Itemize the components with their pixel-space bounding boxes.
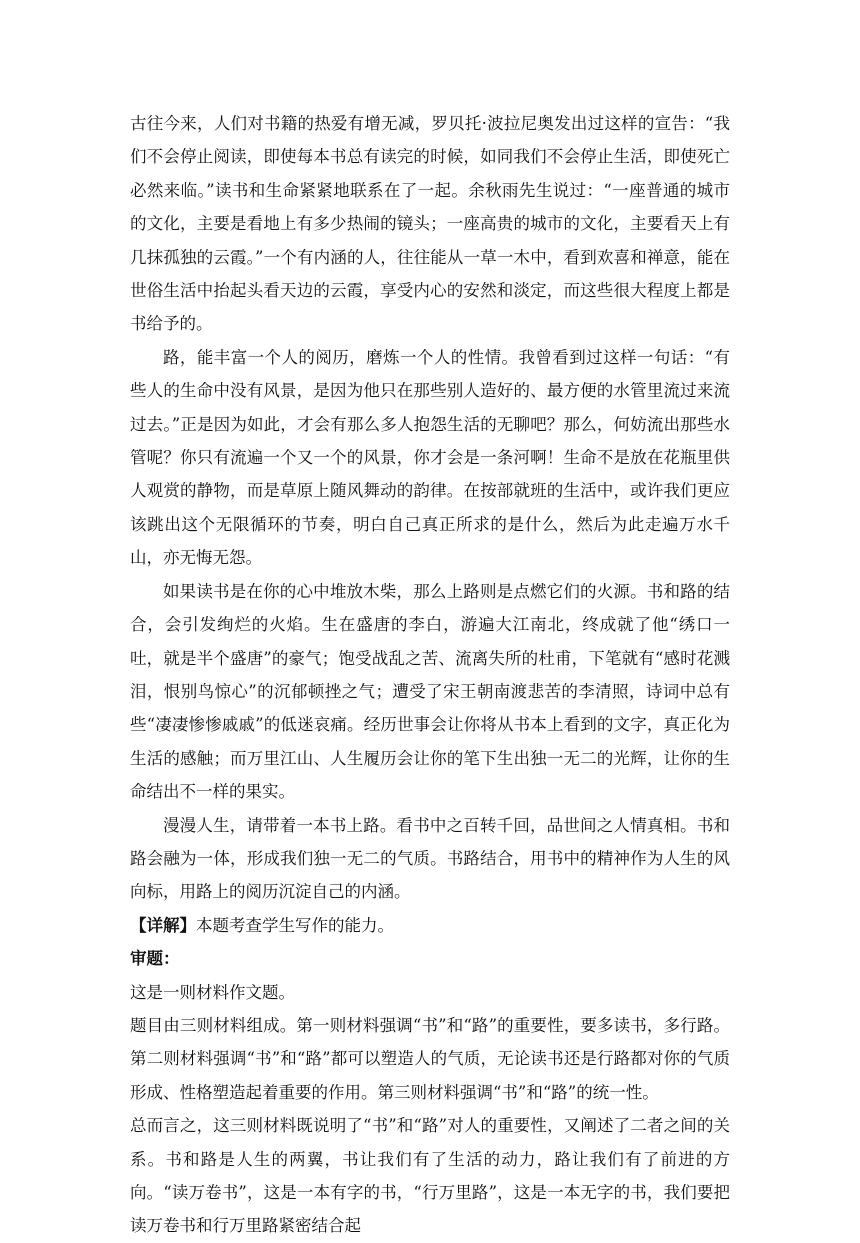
essay-paragraph-1: 古往今来，人们对书籍的热爱有增无减，罗贝托·波拉尼奥发出过这样的宣告：“我们不会停止阅读，即使每本书总有读完的时候，如同我们不会停止生活，即使死亡必然来临。”读书和生命紧紧地联系在了一起。余秋雨先生说过：“一座普通的城市的文化，主要是看地上有多少热闹的镜头；一座高贵的城市的文化，主要看天上有几抹孤独的云霞。”一个有内涵的人，往往能从一草一木中，看到欢喜和禅意，能在世俗生活中抬起头看天边的云霞，享受内心的安然和淡定，而这些很大程度上都是书给予的。 [130, 114, 730, 334]
analysis-paragraph-3: 总而言之，这三则材料既说明了“书”和“路”对人的重要性，又阐述了二者之间的关系。书和路是人生的两翼，书让我们有了生活的动力，路让我们有了前进的方向。“读万卷书”，这是一本有字的书，“行万里路”，这是一本无字的书，我们要把读万卷书和行万里路紧密结合起 [130, 1116, 730, 1236]
essay-paragraph-4: 漫漫人生，请带着一本书上路。看书中之百转千回，品世间之人情真相。书和路会融为一体，形成我们独一无二的气质。书路结合，用书中的精神作为人生的风向标，用路上的阅历沉淀自己的内涵。 [130, 815, 730, 902]
document-body [130, 107, 730, 1243]
analysis-paragraph-1: 这是一则材料作文题。 [130, 982, 295, 1002]
detail-text: 本题考查学生写作的能力。 [196, 915, 394, 935]
section-heading-review: 审题： [130, 949, 180, 969]
detail-label: 【详解】 [130, 915, 196, 935]
analysis-paragraph-2: 题目由三则材料组成。第一则材料强调“书”和“路”的重要性，要多读书，多行路。第二则材料强调“书”和“路”都可以塑造人的气质，无论读书还是行路都对你的气质形成、性格塑造起着重要的作用。第三则材料强调“书”和“路”的统一性。 [130, 1015, 730, 1102]
detail-line [130, 909, 730, 942]
essay-paragraph-3: 如果读书是在你的心中堆放木柴，那么上路则是点燃它们的火源。书和路的结合，会引发绚烂的火焰。生在盛唐的李白，游遍大江南北，终成就了他“绣口一吐，就是半个盛唐”的豪气；饱受战乱之苦、流离失所的杜甫，下笔就有“感时花溅泪，恨别鸟惊心”的沉郁顿挫之气；遭受了宋王朝南渡悲苦的李清照，诗词中总有些“凄凄惨惨戚戚”的低迷哀痛。经历世事会让你将从书本上看到的文字，真正化为生活的感触；而万里江山、人生履历会让你的笔下生出独一无二的光辉，让你的生命结出不一样的果实。 [130, 581, 730, 802]
essay-paragraph-2: 路，能丰富一个人的阅历，磨炼一个人的性情。我曾看到过这样一句话：“有些人的生命中没有风景，是因为他只在那些别人造好的、最方便的水管里流过来流过去。”正是因为如此，才会有那么多人抱怨生活的无聊吧？那么，何妨流出那些水管呢？你只有流遍一个又一个的风景，你才会是一条河啊！生命不是放在花瓶里供人观赏的静物，而是草原上随风舞动的韵律。在按部就班的生活中，或许我们更应该跳出这个无限循环的节奏，明白自己真正所求的是什么，然后为此走遍万水千山，亦无悔无怨。 [130, 347, 730, 568]
